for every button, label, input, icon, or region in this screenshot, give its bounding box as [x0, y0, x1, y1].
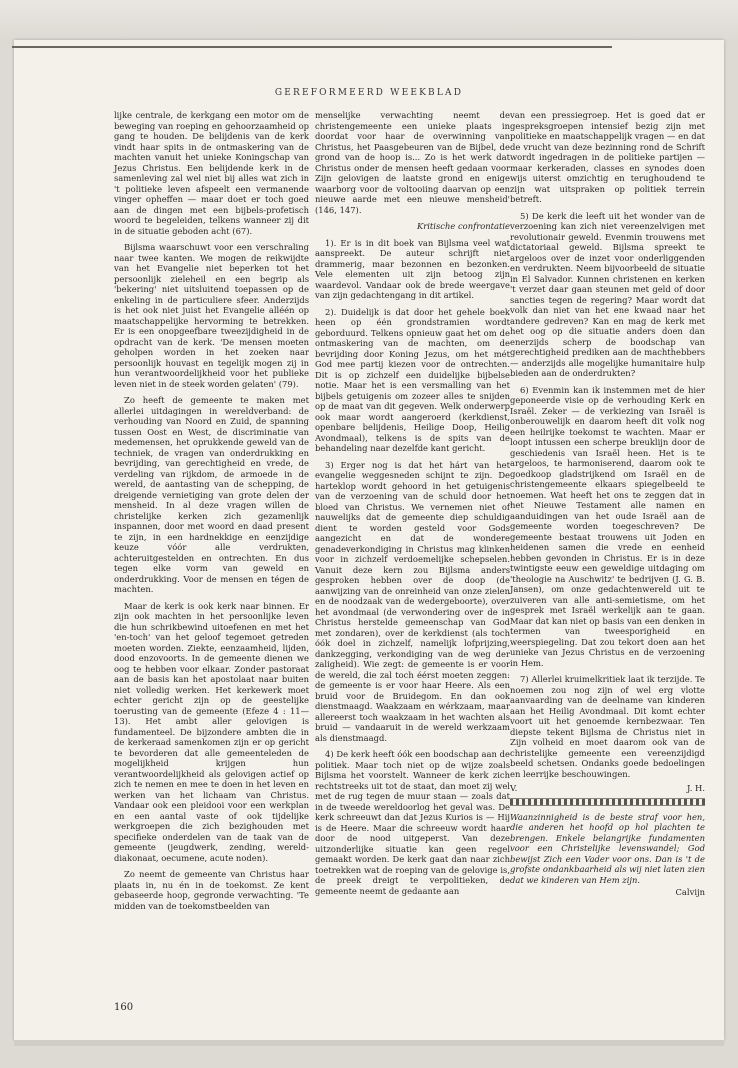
signature-right: J. H.	[687, 783, 705, 793]
scan-bottom-bar	[14, 1040, 724, 1046]
column-3	[510, 110, 705, 898]
signature-left: V.	[510, 783, 518, 793]
paragraph: Bijlsma waarschuwt voor een verschraling naar twee kanten. We mogen de reikwijdte van het Evangelie niet beperken tot het persoonlijk zieleheil en een begrip als 'bekering' niet uitsluitend toepassen op de enkeling in de particuliere sfeer. Anderzijds is het ook niet juist het Evangelie alléén op maatschappelijke hervorming te betrekken. Er is een onopgeefbare tweezijdigheid in de opdracht van de kerk. 'De mensen moeten geholpen worden in het zoeken naar persoonlijk houvast en tegelijk mogen zij in hun verantwoordelijkheid voor het publieke leven niet in de steek worden gelaten' (79).	[114, 242, 309, 389]
signature	[510, 783, 705, 794]
top-rule	[12, 46, 612, 48]
page-number: 160	[114, 1002, 134, 1013]
paragraph: 2). Duidelijk is dat door het gehele boek heen op één grondstramien wordt geborduurd. Telkens opnieuw gaat het om de ontmaskering van de machten, om de bevrijding door Koning Jezus, om het mét God mee partij kiezen voor de ontrechten. Dit is op zichzelf een duidelijke bijbelse notie. Maar het is een versmalling van het bijbels getuigenis om zozeer alles te snijden op de maat van dit gegeven. Welk onderwerp ook maar wordt aangeroerd (kerkdienst, openbare belijdenis, Heilige Doop, Heilig Avondmaal), telkens is de spits van de behandeling naar dezelfde kant gericht.	[315, 306, 510, 453]
paragraph: 1). Er is in dit boek van Bijlsma veel wat aanspreekt. De auteur schrijft niet drammerig, maar bezonnen en bezonken. Vele elementen uit zijn betoog zijn waardevol. Vandaar ook de brede weergave van zijn gedachtengang in dit artikel.	[315, 237, 510, 300]
section-title: Kritische confrontatie	[416, 221, 510, 231]
scan-top-strip	[0, 0, 738, 40]
quote-text: Waanzinnigheid is de beste straf voor hen, die anderen het hoofd op hol plachten te brengen. Enkele belangrijke fundamenten voor een Christelijke levenswandel; God bewijst Zich een Vader voor ons. Dan is 't de grofste ondankbaarheid als wij niet laten zien dat we kinderen van Hem zijn.	[510, 811, 705, 885]
paragraph: Zo heeft de gemeente te maken met allerlei uitdagingen in wereldverband: de verhouding van Noord en Zuid, de spanning tussen Oost en West, de discriminatie van medemensen, het oprukkende geweld van de techniek, de vragen van onderdrukking en bevrijding, van gerechtigheid en vrede, de verdeling van rijkdom, de armoede in de wereld, de aantasting van de schepping, de dreigende vernietiging van grote delen der mensheid. In al deze vragen willen de christelijke kerken zich gezamenlijk inspannen, door met woord en daad present te zijn, in een hardnekkige en eenzijdige keuze vóór alle verdrukten, achteruitgestelden en ontrechten. En dus tegen elke vorm van geweld en onderdrukking. Voor de mensen en tégen de machten.	[114, 395, 309, 594]
paragraph: Maar de kerk is ook kerk naar binnen. Er zijn ook machten in het persoonlijke leven die hun schrikbewind uitoefenen en met het 'en-toch' van het geloof tegemoet getreden moeten worden. Ziekte, eenzaamheid, lijden, dood enzovoorts. In de gemeente dienen we oog te hebben voor elkaar. Zonder pastoraat aan de basis kan het apostolaat naar buiten niet volledig werken. Het kerkewerk moet echter gericht zijn op de geestelijke toerusting van de gemeente (Efeze 4 : 11—13). Het ambt aller gelovigen is fundamenteel. De bijzondere ambten die in de kerkeraad samenkomen zijn er op gericht te bevorderen dat alle gemeenteleden de mogelijkheid krijgen hun verantwoordelijkheid als gelovigen actief op zich te nemen en mee te doen in het leven en werken van het lichaam van Christus. Vandaar ook een pleidooi voor een werkplan en een aantal vaste of ook tijdelijke werkgroepen die zich bezighouden met specifieke onderdelen van de taak van de gemeente (jeugdwerk, zending, werelddiakonaat, oecumene, acute noden).	[114, 600, 309, 863]
ornamental-divider	[510, 798, 705, 806]
paragraph: 3) Erger nog is dat het hárt van het evangelie weggesneden schijnt te zijn. De harteklop wordt gehoord in het getuigenis van de verzoening van de schuld door het bloed van Christus. We vernemen niet of nauwelijks dat de gemeente diep schuldig dient te worden gesteld voor Gods aangezicht en dat de wondere genadeverkondiging in Christus mag klinken voor in zichzelf verdoemelijke schepselen. Vanuit deze kern zou Bijlsma anders gesproken hebben over de doop (de aanwijzing van de onreinheid van onze zielen en de noodzaak van de wedergeboorte), over het avondmaal (de verwondering over de in Christus herstelde gemeenschap van God met zondaren), over de kerkdienst (als toch óók doel in zichzelf, namelijk lofprijzing, dankzegging, verkondiging van de weg der zaligheid). Wie zegt: de gemeente is er voor de wereld, die zal toch éérst moeten zeggen: de gemeente is er voor haar Heere. Als een bruid voor de Bruidegom. En dan ook dienstmaagd. Waakzaam en wérkzaam, maar allereerst toch waakzaam in het wachten als bruid — vandaaruit in de wereld werkzaam als dienstmaagd.	[315, 459, 510, 743]
quote-author: Calvijn	[675, 887, 705, 897]
paragraph: 5) De kerk die leeft uit het wonder van de verzoening kan zich niet vereenzelvigen met revolutionair geweld. Evenmin trouwens met dictatoriaal geweld. Bijlsma spreekt te argeloos over de inzet voor onderliggenden en verdrukten. Neem bijvoorbeeld de situatie in El Salvador. Kunnen christenen en kerken 't verzet daar gaan steunen met geld of door sancties tegen de regering? Maar wordt dat volk dan niet van het ene kwaad naar het andere gedreven? Kan en mag de kerk met het oog op die situatie anders doen dan enerzijds scherp de boodschap van gerechtigheid prediken aan de machthebbers — anderzijds alle mogelijke humanitaire hulp bieden aan de onderdrukten?	[510, 210, 705, 378]
paragraph: van een pressiegroep. Het is goed dat er gespreksgroepen intensief bezig zijn met politieke en maatschappelijk vragen — en dat de vrucht van deze bezinning rond de Schrift wordt ingedragen in de politieke partijen — maar kerkeraden, classes en synodes doen wijs uiterst omzichtig en terughoudend te zijn wat uitspraken op politiek terrein betreft.	[510, 110, 705, 204]
running-header: GEREFORMEERD WEEKBLAD	[274, 88, 464, 98]
column-1	[114, 110, 309, 917]
paragraph: 7) Allerlei kruimelkritiek laat ik terzijde. Te noemen zou nog zijn of wel erg vlotte aanvaarding van de deelname van kinderen aan het Heilig Avondmaal. Dit komt echter voort uit het genoemde kernbezwaar. Ten diepste tekent Bijlsma de Christus niet in Zijn volheid en moet daarom ook van de christelijke gemeente een vereenzijdigd beeld schetsen. Ondanks goede bedoelingen en leerrijke beschouwingen.	[510, 674, 705, 779]
paragraph: 6) Evenmin kan ik instemmen met de hier geponeerde visie op de verhouding Kerk en Israël. Zeker — de verkiezing van Israël is onberouwelijk en daarom heeft dit volk nog een heilrijke toekomst te wachten. Maar er loopt intussen een scherpe breuklijn door de geschiedenis van Israël heen. Het is te argeloos, te harmoniserend, daarom ook te goedkoop gladstrijkend om Israël en de christengemeente elkaars spiegelbeeld te noemen. Wat heeft het ons te zeggen dat in het Nieuwe Testament alle namen en aanduidingen van het oude Israël aan de gemeente worden toegeschreven? De gemeente bestaat trouwens uit Joden en heidenen samen die vrede en eenheid hebben gevonden in Christus. Er is in deze twintigste eeuw een geweldige uitdaging om 'theologie na Auschwitz' te bedrijven (J. G. B. Jansen), om onze gedachtenwereld uit te zuiveren van alle anti-semietisme, om het gesprek met Israël werkelijk aan te gaan. Maar dat kan niet op basis van een denken in termen van tweesporigheid en weerspiegeling. Dat zou tekort doen aan het unieke van Jezus Christus en de verzoening in Hem.	[510, 384, 705, 668]
paragraph: Zo neemt de gemeente van Christus haar plaats in, nu én in de toekomst. Ze kent gebaseerde hoop, gegronde verwachting. 'Te midden van de toekomstbeelden van	[114, 869, 309, 911]
paragraph: lijke centrale, de kerkgang een motor om de beweging van roeping en gehoorzaamheid op gang te houden. De belijdenis van de kerk vindt haar spits in de ontmaskering van de machten vanuit het unieke Koningschap van Jezus Christus. Een belijdende kerk in de samenleving zal wel niet bij alles wat zich in 't politieke leven afspeelt een vermanende vinger opheffen — maar doet er toch goed aan de dingen met een bijbels-profetisch woord te begeleiden, telkens wanneer zij dit in de situatie geboden acht (67).	[114, 110, 309, 236]
column-2	[315, 110, 510, 902]
paragraph: 4) De kerk heeft óók een boodschap aan de politiek. Maar toch niet op de wijze zoals Bijlsma het voorstelt. Wanneer de kerk zich rechtstreeks uit tot de staat, dan moet zij wel met de rug tegen de muur staan — zoals dat in de tweede wereldoorlog het geval was. De kerk schreeuwt dan dat Jezus Kurios is — Hij is de Heere. Maar die schreeuw wordt haar door de nood uitgeperst. Van deze uitzonderlijke situatie kan geen regel gemaakt worden. De kerk gaat dan naar zich toetrekken wat de roeping van de gelovige is, de preek dreigt te verpolitieken, de gemeente neemt de gedaante aan	[315, 749, 510, 896]
paragraph: menselijke verwachting neemt de christengemeente een unieke plaats in doordat voor haar de overwinning van Christus, het Paasgebeuren van de Bijbel, de grond van de hoop is... Zo is het werk dat Christus onder de mensen heeft gedaan voor Zijn gelovigen de laatste grond en enige waarborg voor de voltooiing daarvan op een nieuwe aarde met een nieuwe mensheid' (146, 147).	[315, 110, 510, 215]
